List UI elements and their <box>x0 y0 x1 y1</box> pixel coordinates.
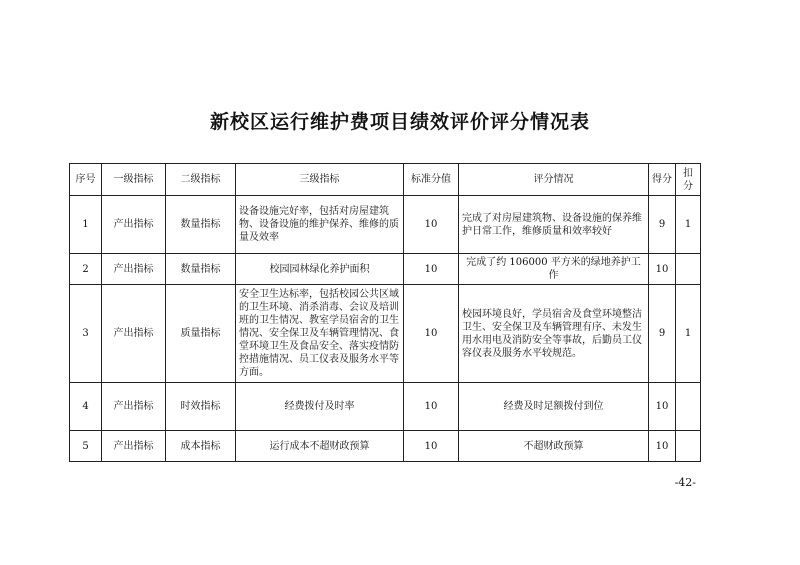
cell-evaluation: 完成了约 106000 平方米的绿地养护工作 <box>459 254 649 285</box>
cell-level2: 质量指标 <box>166 285 236 383</box>
cell-no: 1 <box>70 196 102 254</box>
cell-level3: 经费拨付及时率 <box>236 383 404 431</box>
cell-score: 9 <box>649 196 676 254</box>
cell-evaluation: 校园环境良好，学员宿舍及食堂环境整洁卫生、安全保卫及车辆管理有序、未发生用水用电及消防安全等事故，后勤员工仪容仪表及服务水平较规范。 <box>459 285 649 383</box>
cell-level1: 产出指标 <box>102 196 166 254</box>
cell-evaluation: 完成了对房屋建筑物、设备设施的保养维护日常工作，维修质量和效率较好 <box>459 196 649 254</box>
cell-no: 4 <box>70 383 102 431</box>
table-row <box>70 431 701 462</box>
cell-deduction <box>676 383 701 431</box>
cell-deduction: 1 <box>676 196 701 254</box>
document-title: 新校区运行维护费项目绩效评价评分情况表 <box>209 111 590 133</box>
cell-level3: 设备设施完好率，包括对房屋建筑物、设备设施的维护保养、维修的质量及效率 <box>236 196 404 254</box>
table-row <box>70 383 701 431</box>
table-row <box>70 285 701 383</box>
cell-standard: 10 <box>404 285 459 383</box>
cell-evaluation: 经费及时足额拨付到位 <box>459 383 649 431</box>
cell-deduction: 1 <box>676 285 701 383</box>
cell-standard: 10 <box>404 383 459 431</box>
cell-level2: 数量指标 <box>166 196 236 254</box>
table-header-row <box>70 164 701 196</box>
header-no: 序号 <box>70 164 102 196</box>
cell-level3: 安全卫生达标率，包括校园公共区域的卫生环境、消杀消毒、会议及培训班的卫生情况、教室学员宿舍的卫生情况、安全保卫及车辆管理情况、食堂环境卫生及食品安全、落实疫情防控措施情况、员工仪表及服务水平等方面。 <box>236 285 404 383</box>
cell-score: 10 <box>649 383 676 431</box>
cell-deduction <box>676 254 701 285</box>
page-number: -42- <box>674 476 696 489</box>
table-row <box>70 196 701 254</box>
cell-evaluation: 不超财政预算 <box>459 431 649 462</box>
cell-standard: 10 <box>404 196 459 254</box>
cell-no: 5 <box>70 431 102 462</box>
cell-level3: 校园园林绿化养护面积 <box>236 254 404 285</box>
header-standard: 标准分值 <box>404 164 459 196</box>
cell-level1: 产出指标 <box>102 285 166 383</box>
cell-level1: 产出指标 <box>102 383 166 431</box>
header-level1: 一级指标 <box>102 164 166 196</box>
cell-level2: 数量指标 <box>166 254 236 285</box>
header-evaluation: 评分情况 <box>459 164 649 196</box>
cell-level1: 产出指标 <box>102 254 166 285</box>
header-level2: 二级指标 <box>166 164 236 196</box>
header-score: 得分 <box>649 164 676 196</box>
evaluation-table <box>69 163 701 462</box>
header-deduction: 扣分 <box>676 164 701 196</box>
cell-level1: 产出指标 <box>102 431 166 462</box>
cell-standard: 10 <box>404 254 459 285</box>
cell-standard: 10 <box>404 431 459 462</box>
cell-no: 3 <box>70 285 102 383</box>
cell-score: 10 <box>649 431 676 462</box>
cell-deduction <box>676 431 701 462</box>
table-row <box>70 254 701 285</box>
cell-level2: 时效指标 <box>166 383 236 431</box>
cell-no: 2 <box>70 254 102 285</box>
cell-score: 9 <box>649 285 676 383</box>
cell-level2: 成本指标 <box>166 431 236 462</box>
cell-level3: 运行成本不超财政预算 <box>236 431 404 462</box>
cell-score: 10 <box>649 254 676 285</box>
header-level3: 三级指标 <box>236 164 404 196</box>
